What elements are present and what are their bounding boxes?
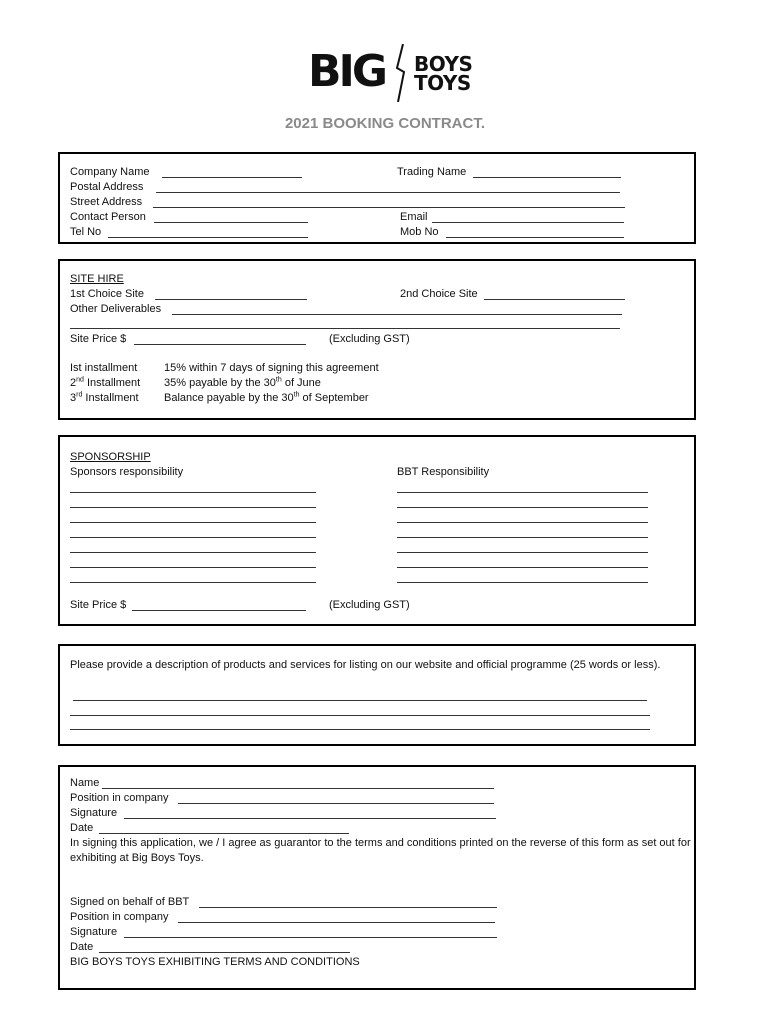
signature2-field[interactable] bbox=[124, 937, 497, 938]
mob-no-label: Mob No bbox=[400, 226, 439, 238]
site-price-label: Site Price $ bbox=[70, 333, 127, 345]
bbt-line-2[interactable] bbox=[397, 507, 648, 508]
site-hire-heading: SITE HIRE bbox=[70, 273, 124, 285]
first-choice-label: 1st Choice Site bbox=[70, 288, 144, 300]
second-choice-label: 2nd Choice Site bbox=[400, 288, 478, 300]
description-line-2[interactable] bbox=[70, 715, 650, 716]
bbt-line-1[interactable] bbox=[397, 492, 648, 493]
company-name-field[interactable] bbox=[162, 177, 302, 178]
other-deliverables-field-2[interactable] bbox=[70, 328, 620, 329]
logo-big-text: BIG bbox=[308, 46, 386, 97]
email-field[interactable] bbox=[432, 222, 624, 223]
street-address-field[interactable] bbox=[153, 207, 625, 208]
bbt-responsibility-label: BBT Responsibility bbox=[397, 466, 490, 478]
postal-address-label: Postal Address bbox=[70, 181, 144, 193]
name-field[interactable] bbox=[102, 788, 494, 789]
signature-field[interactable] bbox=[124, 818, 496, 819]
contact-person-label: Contact Person bbox=[70, 211, 146, 223]
other-deliverables-label: Other Deliverables bbox=[70, 303, 162, 315]
excluding-gst-text: (Excluding GST) bbox=[329, 333, 410, 345]
sponsors-line-5[interactable] bbox=[70, 552, 316, 553]
company-name-label: Company Name bbox=[70, 166, 150, 178]
name-label: Name bbox=[70, 777, 100, 789]
street-address-label: Street Address bbox=[70, 196, 143, 208]
signed-behalf-label: Signed on behalf of BBT bbox=[70, 896, 190, 908]
position-field[interactable] bbox=[178, 803, 494, 804]
postal-address-field[interactable] bbox=[156, 192, 620, 193]
lightning-bolt-icon bbox=[394, 44, 408, 102]
bbt-line-3[interactable] bbox=[397, 522, 648, 523]
sponsors-line-2[interactable] bbox=[70, 507, 316, 508]
sponsorship-heading: SPONSORSHIP bbox=[70, 451, 151, 463]
signature2-label: Signature bbox=[70, 926, 118, 938]
date-label: Date bbox=[70, 822, 94, 834]
tel-no-label: Tel No bbox=[70, 226, 102, 238]
sponsorship-excluding-gst-text: (Excluding GST) bbox=[329, 599, 410, 611]
mob-no-field[interactable] bbox=[446, 237, 624, 238]
installment-2-desc: 35% payable by the 30th of June bbox=[164, 376, 321, 389]
email-label: Email bbox=[400, 211, 428, 223]
description-line-3[interactable] bbox=[70, 729, 650, 730]
date-field[interactable] bbox=[99, 833, 349, 834]
installment-3-label: 3rd Installment bbox=[70, 391, 139, 404]
site-price-field[interactable] bbox=[134, 344, 306, 345]
guarantor-statement: In signing this application, we / I agree as guarantor to the terms and conditions printed on the reverse of this form as set out for exhibiting at Big Boys Toys. bbox=[70, 837, 691, 864]
date2-label: Date bbox=[70, 941, 94, 953]
signature-section bbox=[58, 765, 696, 990]
sponsors-responsibility-label: Sponsors responsibility bbox=[70, 466, 184, 478]
sponsorship-section bbox=[58, 435, 696, 626]
trading-name-field[interactable] bbox=[473, 177, 621, 178]
company-details-section bbox=[58, 152, 696, 244]
position2-label: Position in company bbox=[70, 911, 169, 923]
sponsorship-site-price-field[interactable] bbox=[132, 610, 306, 611]
signature-label: Signature bbox=[70, 807, 118, 819]
tel-no-field[interactable] bbox=[108, 237, 308, 238]
sponsorship-site-price-label: Site Price $ bbox=[70, 599, 127, 611]
signed-behalf-field[interactable] bbox=[199, 907, 497, 908]
site-hire-section bbox=[58, 259, 696, 420]
terms-heading: BIG BOYS TOYS EXHIBITING TERMS AND CONDITIONS bbox=[70, 956, 360, 968]
position-label: Position in company bbox=[70, 792, 169, 804]
description-section bbox=[58, 644, 696, 746]
logo-boys-text: BOYS bbox=[414, 52, 473, 76]
big-boys-toys-logo bbox=[308, 44, 473, 102]
installment-2-label: 2nd Installment bbox=[70, 376, 141, 389]
other-deliverables-field[interactable] bbox=[172, 314, 622, 315]
logo-toys-text: TOYS bbox=[414, 71, 471, 95]
trading-name-label: Trading Name bbox=[397, 166, 467, 178]
second-choice-field[interactable] bbox=[484, 299, 625, 300]
bbt-line-7[interactable] bbox=[397, 582, 648, 583]
contact-person-field[interactable] bbox=[154, 222, 308, 223]
sponsors-line-6[interactable] bbox=[70, 567, 316, 568]
description-line-1[interactable] bbox=[73, 700, 647, 701]
bbt-line-5[interactable] bbox=[397, 552, 648, 553]
sponsors-line-1[interactable] bbox=[70, 492, 316, 493]
installment-3-desc: Balance payable by the 30th of September bbox=[164, 391, 369, 404]
installment-1-desc: 15% within 7 days of signing this agreement bbox=[164, 362, 379, 374]
bbt-line-4[interactable] bbox=[397, 537, 648, 538]
sponsors-line-3[interactable] bbox=[70, 522, 316, 523]
installment-1-label: Ist installment bbox=[70, 362, 138, 374]
sponsors-line-7[interactable] bbox=[70, 582, 316, 583]
page-title: 2021 BOOKING CONTRACT. bbox=[284, 115, 486, 132]
date2-field[interactable] bbox=[99, 952, 350, 953]
position2-field[interactable] bbox=[178, 922, 495, 923]
sponsors-line-4[interactable] bbox=[70, 537, 316, 538]
description-instructions: Please provide a description of products and services for listing on our website and official programme (25 words or less). bbox=[70, 659, 661, 671]
bbt-line-6[interactable] bbox=[397, 567, 648, 568]
first-choice-field[interactable] bbox=[155, 299, 307, 300]
